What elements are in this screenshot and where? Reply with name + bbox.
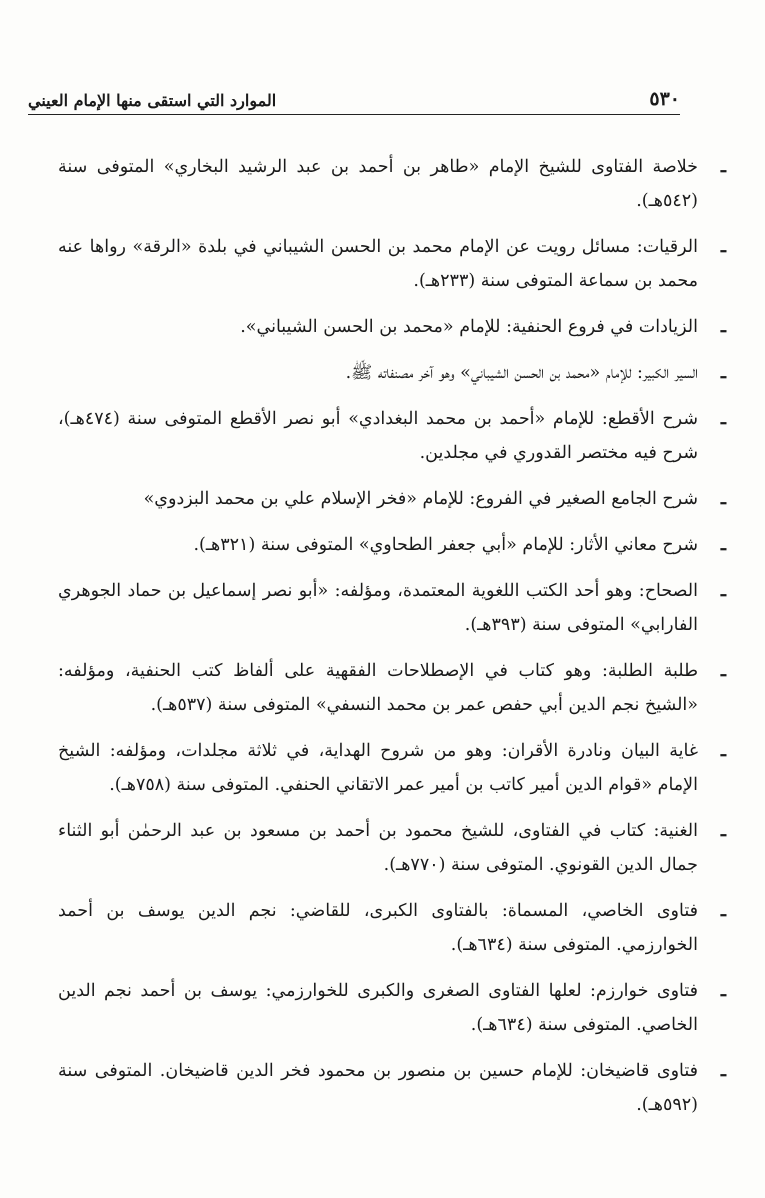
- entry-text: فتاوى خوارزم: لعلها الفتاوى الصغرى والكبرى للخوارزمي: يوسف بن أحمد نجم الدين الخاصي. المتوفى سنة (٦٣٤هـ).: [58, 981, 698, 1035]
- list-item: [58, 230, 726, 298]
- list-item: [58, 402, 726, 470]
- entry-text: الغنية: كتاب في الفتاوى، للشيخ محمود بن أحمد بن مسعود بن عبد الرحمٰن أبو الثناء جمال الدين القونوي. المتوفى سنة (٧٧٠هـ).: [58, 821, 698, 875]
- entry-text: طلبة الطلبة: وهو كتاب في الإصطلاحات الفقهية على ألفاظ كتب الحنفية، ومؤلفه: «الشيخ نجم الدين أبي حفص عمر بن محمد النسفي» المتوفى سنة (٥٣٧هـ).: [58, 661, 698, 715]
- list-item: [58, 574, 726, 642]
- list-item: [58, 894, 726, 962]
- list-item: [58, 528, 726, 562]
- list-item: [58, 654, 726, 722]
- entry-text: فتاوى قاضيخان: للإمام حسين بن منصور بن محمود فخر الدين قاضيخان. المتوفى سنة (٥٩٢هـ).: [58, 1061, 698, 1115]
- page-header: [28, 88, 680, 115]
- bullet-dash: ـ: [720, 821, 726, 841]
- bullet-dash: ـ: [720, 901, 726, 921]
- entry-text: غاية البيان ونادرة الأقران: وهو من شروح الهداية، في ثلاثة مجلدات، ومؤلفه: الشيخ الإمام «قوام الدين أمير كاتب بن أمير عمر الاتقاني الحنفي. المتوفى سنة (٧٥٨هـ).: [58, 741, 698, 795]
- bullet-dash: ـ: [720, 661, 726, 681]
- list-item: [58, 356, 726, 390]
- bullet-dash: ـ: [720, 363, 726, 383]
- entry-text: السير الكبير: للإمام «محمد بن الحسن الشيباني» وهو آخر مصنفاته ﷺ.: [345, 363, 698, 383]
- bullet-dash: ـ: [720, 981, 726, 1001]
- entry-text: الصحاح: وهو أحد الكتب اللغوية المعتمدة، ومؤلفه: «أبو نصر إسماعيل بن حماد الجوهري الفارابي» المتوفى سنة (٣٩٣هـ).: [58, 581, 698, 635]
- entry-text: شرح الأقطع: للإمام «أحمد بن محمد البغدادي» أبو نصر الأقطع المتوفى سنة (٤٧٤هـ)، شرح فيه مختصر القدوري في مجلدين.: [58, 409, 698, 463]
- running-title: الموارد التي استقى منها الإمام العيني: [28, 91, 277, 110]
- bullet-dash: ـ: [720, 741, 726, 761]
- bullet-dash: ـ: [720, 535, 726, 555]
- list-item: [58, 310, 726, 344]
- bibliography-list: [58, 150, 726, 1134]
- list-item: [58, 974, 726, 1042]
- bullet-dash: ـ: [720, 317, 726, 337]
- bullet-dash: ـ: [720, 157, 726, 177]
- bullet-dash: ـ: [720, 489, 726, 509]
- bullet-dash: ـ: [720, 409, 726, 429]
- bullet-dash: ـ: [720, 237, 726, 257]
- entry-text: الرقيات: مسائل رويت عن الإمام محمد بن الحسن الشيباني في بلدة «الرقة» رواها عنه محمد بن سماعة المتوفى سنة (٢٣٣هـ).: [58, 237, 698, 291]
- list-item: [58, 482, 726, 516]
- entry-text: فتاوى الخاصي، المسماة: بالفتاوى الكبرى، للقاضي: نجم الدين يوسف بن أحمد الخوارزمي. المتوفى سنة (٦٣٤هـ).: [58, 901, 698, 955]
- entry-text: خلاصة الفتاوى للشيخ الإمام «طاهر بن أحمد بن عبد الرشيد البخاري» المتوفى سنة (٥٤٢هـ).: [58, 157, 698, 211]
- list-item: [58, 150, 726, 218]
- entry-text: شرح معاني الأثار: للإمام «أبي جعفر الطحاوي» المتوفى سنة (٣٢١هـ).: [193, 535, 698, 555]
- entry-text: شرح الجامع الصغير في الفروع: للإمام «فخر الإسلام علي بن محمد البزدوي»: [143, 489, 698, 509]
- page-number: ٥٣٠: [649, 88, 680, 110]
- list-item: [58, 734, 726, 802]
- bullet-dash: ـ: [720, 581, 726, 601]
- entry-text: الزيادات في فروع الحنفية: للإمام «محمد بن الحسن الشيباني».: [240, 317, 698, 337]
- bullet-dash: ـ: [720, 1061, 726, 1081]
- list-item: [58, 814, 726, 882]
- list-item: [58, 1054, 726, 1122]
